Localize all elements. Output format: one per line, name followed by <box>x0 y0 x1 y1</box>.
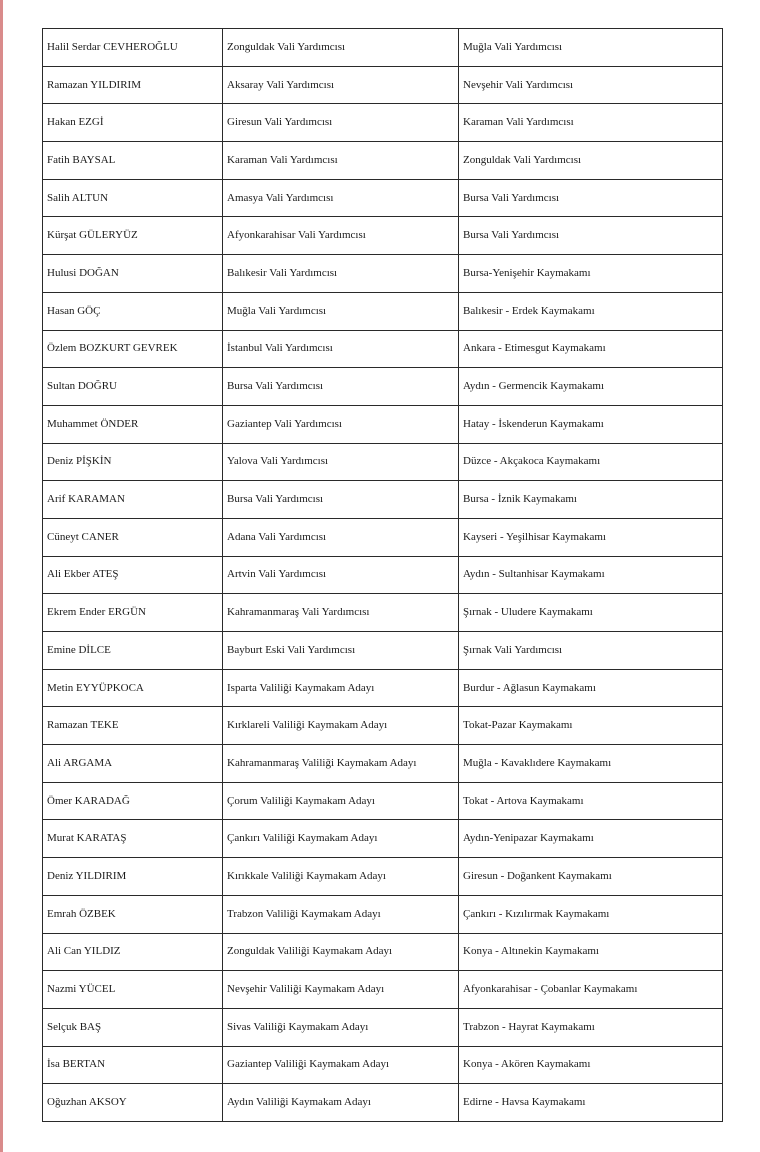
current-position-cell: Trabzon Valiliği Kaymakam Adayı <box>223 895 459 933</box>
current-position-cell: Kahramanmaraş Vali Yardımcısı <box>223 594 459 632</box>
current-position-cell: Isparta Valiliği Kaymakam Adayı <box>223 669 459 707</box>
table-row <box>43 1008 723 1046</box>
new-position-cell: Tokat-Pazar Kaymakamı <box>459 707 723 745</box>
name-cell: Halil Serdar CEVHEROĞLU <box>43 29 223 67</box>
name-cell: Ali Can YILDIZ <box>43 933 223 971</box>
new-position-cell: Aydın-Yenipazar Kaymakamı <box>459 820 723 858</box>
name-cell: Özlem BOZKURT GEVREK <box>43 330 223 368</box>
table-row <box>43 481 723 519</box>
table-row <box>43 142 723 180</box>
table-row <box>43 443 723 481</box>
new-position-cell: Giresun - Doğankent Kaymakamı <box>459 858 723 896</box>
new-position-cell: Ankara - Etimesgut Kaymakamı <box>459 330 723 368</box>
name-cell: Selçuk BAŞ <box>43 1008 223 1046</box>
new-position-cell: Bursa Vali Yardımcısı <box>459 179 723 217</box>
name-cell: Salih ALTUN <box>43 179 223 217</box>
new-position-cell: Konya - Altınekin Kaymakamı <box>459 933 723 971</box>
new-position-cell: Nevşehir Vali Yardımcısı <box>459 66 723 104</box>
current-position-cell: Bayburt Eski Vali Yardımcısı <box>223 632 459 670</box>
name-cell: Nazmi YÜCEL <box>43 971 223 1009</box>
current-position-cell: Karaman Vali Yardımcısı <box>223 142 459 180</box>
name-cell: Ali ARGAMA <box>43 745 223 783</box>
current-position-cell: Bursa Vali Yardımcısı <box>223 368 459 406</box>
current-position-cell: Gaziantep Vali Yardımcısı <box>223 405 459 443</box>
name-cell: Murat KARATAŞ <box>43 820 223 858</box>
name-cell: Cüneyt CANER <box>43 518 223 556</box>
current-position-cell: Kahramanmaraş Valiliği Kaymakam Adayı <box>223 745 459 783</box>
table-row <box>43 292 723 330</box>
name-cell: Ramazan YILDIRIM <box>43 66 223 104</box>
current-position-cell: Yalova Vali Yardımcısı <box>223 443 459 481</box>
name-cell: Sultan DOĞRU <box>43 368 223 406</box>
current-position-cell: Artvin Vali Yardımcısı <box>223 556 459 594</box>
new-position-cell: Aydın - Germencik Kaymakamı <box>459 368 723 406</box>
name-cell: Arif KARAMAN <box>43 481 223 519</box>
table-row <box>43 895 723 933</box>
name-cell: Hulusi DOĞAN <box>43 255 223 293</box>
name-cell: Emrah ÖZBEK <box>43 895 223 933</box>
new-position-cell: Çankırı - Kızılırmak Kaymakamı <box>459 895 723 933</box>
new-position-cell: Tokat - Artova Kaymakamı <box>459 782 723 820</box>
name-cell: Metin EYYÜPKOCA <box>43 669 223 707</box>
table-row <box>43 707 723 745</box>
current-position-cell: Çorum Valiliği Kaymakam Adayı <box>223 782 459 820</box>
name-cell: Ömer KARADAĞ <box>43 782 223 820</box>
table-row <box>43 368 723 406</box>
table-row <box>43 179 723 217</box>
current-position-cell: Giresun Vali Yardımcısı <box>223 104 459 142</box>
new-position-cell: Bursa-Yenişehir Kaymakamı <box>459 255 723 293</box>
name-cell: Emine DİLCE <box>43 632 223 670</box>
current-position-cell: İstanbul Vali Yardımcısı <box>223 330 459 368</box>
current-position-cell: Kırklareli Valiliği Kaymakam Adayı <box>223 707 459 745</box>
table-row <box>43 255 723 293</box>
current-position-cell: Sivas Valiliği Kaymakam Adayı <box>223 1008 459 1046</box>
current-position-cell: Kırıkkale Valiliği Kaymakam Adayı <box>223 858 459 896</box>
name-cell: Fatih BAYSAL <box>43 142 223 180</box>
current-position-cell: Bursa Vali Yardımcısı <box>223 481 459 519</box>
table-row <box>43 782 723 820</box>
table-row <box>43 820 723 858</box>
new-position-cell: Afyonkarahisar - Çobanlar Kaymakamı <box>459 971 723 1009</box>
table-row <box>43 1084 723 1122</box>
table-row <box>43 745 723 783</box>
new-position-cell: Trabzon - Hayrat Kaymakamı <box>459 1008 723 1046</box>
new-position-cell: Hatay - İskenderun Kaymakamı <box>459 405 723 443</box>
page-edge <box>0 0 3 1152</box>
current-position-cell: Aksaray Vali Yardımcısı <box>223 66 459 104</box>
table-row <box>43 971 723 1009</box>
current-position-cell: Nevşehir Valiliği Kaymakam Adayı <box>223 971 459 1009</box>
new-position-cell: Balıkesir - Erdek Kaymakamı <box>459 292 723 330</box>
new-position-cell: Bursa Vali Yardımcısı <box>459 217 723 255</box>
table-row <box>43 104 723 142</box>
table-row <box>43 217 723 255</box>
name-cell: Deniz YILDIRIM <box>43 858 223 896</box>
new-position-cell: Bursa - İznik Kaymakamı <box>459 481 723 519</box>
table-row <box>43 405 723 443</box>
new-position-cell: Kayseri - Yeşilhisar Kaymakamı <box>459 518 723 556</box>
new-position-cell: Karaman Vali Yardımcısı <box>459 104 723 142</box>
table-row <box>43 556 723 594</box>
name-cell: İsa BERTAN <box>43 1046 223 1084</box>
table-row <box>43 1046 723 1084</box>
current-position-cell: Muğla Vali Yardımcısı <box>223 292 459 330</box>
appointments-table <box>42 28 723 1122</box>
new-position-cell: Aydın - Sultanhisar Kaymakamı <box>459 556 723 594</box>
name-cell: Ramazan TEKE <box>43 707 223 745</box>
name-cell: Muhammet ÖNDER <box>43 405 223 443</box>
table-row <box>43 933 723 971</box>
current-position-cell: Çankırı Valiliği Kaymakam Adayı <box>223 820 459 858</box>
table-row <box>43 669 723 707</box>
new-position-cell: Burdur - Ağlasun Kaymakamı <box>459 669 723 707</box>
name-cell: Deniz PİŞKİN <box>43 443 223 481</box>
new-position-cell: Muğla - Kavaklıdere Kaymakamı <box>459 745 723 783</box>
current-position-cell: Afyonkarahisar Vali Yardımcısı <box>223 217 459 255</box>
table-row <box>43 66 723 104</box>
table-row <box>43 330 723 368</box>
new-position-cell: Şırnak Vali Yardımcısı <box>459 632 723 670</box>
name-cell: Oğuzhan AKSOY <box>43 1084 223 1122</box>
table-row <box>43 858 723 896</box>
new-position-cell: Edirne - Havsa Kaymakamı <box>459 1084 723 1122</box>
name-cell: Ali Ekber ATEŞ <box>43 556 223 594</box>
appointments-table-body <box>43 29 723 1122</box>
table-row <box>43 518 723 556</box>
table-row <box>43 632 723 670</box>
table-row <box>43 29 723 67</box>
new-position-cell: Muğla Vali Yardımcısı <box>459 29 723 67</box>
current-position-cell: Adana Vali Yardımcısı <box>223 518 459 556</box>
current-position-cell: Aydın Valiliği Kaymakam Adayı <box>223 1084 459 1122</box>
current-position-cell: Amasya Vali Yardımcısı <box>223 179 459 217</box>
new-position-cell: Şırnak - Uludere Kaymakamı <box>459 594 723 632</box>
name-cell: Kürşat GÜLERYÜZ <box>43 217 223 255</box>
new-position-cell: Düzce - Akçakoca Kaymakamı <box>459 443 723 481</box>
name-cell: Ekrem Ender ERGÜN <box>43 594 223 632</box>
new-position-cell: Zonguldak Vali Yardımcısı <box>459 142 723 180</box>
table-row <box>43 594 723 632</box>
current-position-cell: Balıkesir Vali Yardımcısı <box>223 255 459 293</box>
new-position-cell: Konya - Akören Kaymakamı <box>459 1046 723 1084</box>
current-position-cell: Gaziantep Valiliği Kaymakam Adayı <box>223 1046 459 1084</box>
name-cell: Hasan GÖÇ <box>43 292 223 330</box>
name-cell: Hakan EZGİ <box>43 104 223 142</box>
current-position-cell: Zonguldak Vali Yardımcısı <box>223 29 459 67</box>
current-position-cell: Zonguldak Valiliği Kaymakam Adayı <box>223 933 459 971</box>
